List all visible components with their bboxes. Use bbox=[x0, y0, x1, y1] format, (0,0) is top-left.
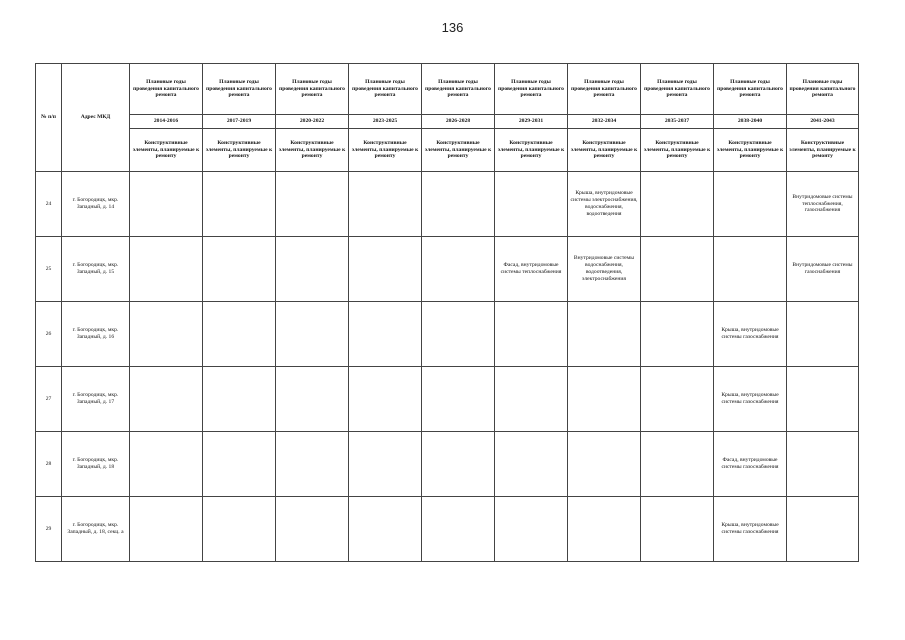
period-cell bbox=[203, 432, 276, 497]
period-cell bbox=[276, 237, 349, 302]
period-cell bbox=[422, 432, 495, 497]
period-cell bbox=[641, 302, 714, 367]
capital-repair-plan-table bbox=[35, 63, 859, 562]
row-number: 29 bbox=[36, 497, 62, 562]
row-address: г. Богородицк, мкр. Западный, д. 14 bbox=[62, 172, 130, 237]
period-cell: Крыша, внутридомовые системы газоснабжения bbox=[714, 367, 787, 432]
period-cell bbox=[203, 497, 276, 562]
header-period: 2026-2028 bbox=[422, 115, 495, 129]
header-period: 2032-2034 bbox=[568, 115, 641, 129]
header-period: 2041-2043 bbox=[787, 115, 859, 129]
header-elements-label: Конструктивные элементы, планируемые к ремонту bbox=[495, 129, 568, 172]
period-cell bbox=[714, 172, 787, 237]
period-cell bbox=[568, 367, 641, 432]
row-address: г. Богородицк, мкр. Западный, д. 18, секц. а bbox=[62, 497, 130, 562]
period-cell bbox=[276, 172, 349, 237]
row-number: 26 bbox=[36, 302, 62, 367]
period-cell bbox=[641, 432, 714, 497]
page-number: 136 bbox=[441, 20, 464, 35]
header-period: 2038-2040 bbox=[714, 115, 787, 129]
period-cell bbox=[203, 237, 276, 302]
row-address: г. Богородицк, мкр. Западный, д. 18 bbox=[62, 432, 130, 497]
period-cell: Внутридомовые системы газоснабжения bbox=[787, 237, 859, 302]
table-row bbox=[36, 367, 859, 432]
header-row-elements bbox=[36, 129, 859, 172]
period-cell bbox=[787, 302, 859, 367]
table-row bbox=[36, 497, 859, 562]
period-cell bbox=[130, 237, 203, 302]
period-cell bbox=[349, 237, 422, 302]
period-cell bbox=[130, 172, 203, 237]
period-cell: Фасад, внутридомовые системы газоснабжения bbox=[714, 432, 787, 497]
period-cell bbox=[495, 432, 568, 497]
header-planned-title: Плановые годы проведения капитального ремонта bbox=[203, 64, 276, 115]
header-elements-label: Конструктивные элементы, планируемые к ремонту bbox=[714, 129, 787, 172]
header-planned-title: Плановые годы проведения капитального ремонта bbox=[276, 64, 349, 115]
period-cell bbox=[130, 302, 203, 367]
header-num: № п/п bbox=[36, 64, 62, 172]
row-address: г. Богородицк, мкр. Западный, д. 15 bbox=[62, 237, 130, 302]
period-cell bbox=[349, 172, 422, 237]
period-cell: Крыша, внутридомовые системы газоснабжения bbox=[714, 497, 787, 562]
period-cell bbox=[495, 302, 568, 367]
header-period: 2029-2031 bbox=[495, 115, 568, 129]
period-cell bbox=[203, 172, 276, 237]
header-planned-title: Плановые годы проведения капитального ремонта bbox=[787, 64, 859, 115]
header-elements-label: Конструктивные элементы, планируемые к ремонту bbox=[568, 129, 641, 172]
period-cell bbox=[130, 497, 203, 562]
header-elements-label: Конструктивные элементы, планируемые к ремонту bbox=[276, 129, 349, 172]
period-cell bbox=[422, 497, 495, 562]
period-cell bbox=[568, 432, 641, 497]
period-cell bbox=[422, 302, 495, 367]
period-cell bbox=[641, 172, 714, 237]
period-cell bbox=[787, 367, 859, 432]
period-cell bbox=[568, 497, 641, 562]
header-address: Адрес МКД bbox=[62, 64, 130, 172]
period-cell bbox=[641, 497, 714, 562]
period-cell: Внутридомовые системы водоснабжения, водоотведения, электроснабжения bbox=[568, 237, 641, 302]
header-planned-title: Плановые годы проведения капитального ремонта bbox=[714, 64, 787, 115]
header-elements-label: Конструктивные элементы, планируемые к ремонту bbox=[203, 129, 276, 172]
header-period: 2023-2025 bbox=[349, 115, 422, 129]
period-cell bbox=[276, 302, 349, 367]
period-cell bbox=[495, 497, 568, 562]
row-address: г. Богородицк, мкр. Западный, д. 16 bbox=[62, 302, 130, 367]
period-cell bbox=[641, 237, 714, 302]
header-period: 2035-2037 bbox=[641, 115, 714, 129]
header-elements-label: Конструктивные элементы, планируемые к ремонту bbox=[422, 129, 495, 172]
header-elements-label: Конструктивные элементы, планируемые к ремонту bbox=[641, 129, 714, 172]
period-cell bbox=[276, 432, 349, 497]
header-period: 2014-2016 bbox=[130, 115, 203, 129]
header-planned-title: Плановые годы проведения капитального ремонта bbox=[641, 64, 714, 115]
period-cell bbox=[495, 172, 568, 237]
table-row bbox=[36, 237, 859, 302]
period-cell bbox=[130, 367, 203, 432]
row-address: г. Богородицк, мкр. Западный, д. 17 bbox=[62, 367, 130, 432]
period-cell bbox=[787, 432, 859, 497]
row-number: 25 bbox=[36, 237, 62, 302]
period-cell bbox=[203, 367, 276, 432]
header-elements-label: Конструктивные элементы, планируемые к ремонту bbox=[787, 129, 859, 172]
header-planned-title: Плановые годы проведения капитального ремонта bbox=[422, 64, 495, 115]
row-number: 24 bbox=[36, 172, 62, 237]
header-planned-title: Плановые годы проведения капитального ремонта bbox=[495, 64, 568, 115]
period-cell bbox=[349, 432, 422, 497]
header-planned-title: Плановые годы проведения капитального ремонта bbox=[349, 64, 422, 115]
table-row bbox=[36, 302, 859, 367]
row-number: 27 bbox=[36, 367, 62, 432]
table-row bbox=[36, 432, 859, 497]
period-cell bbox=[203, 302, 276, 367]
period-cell bbox=[787, 497, 859, 562]
header-planned-title: Плановые годы проведения капитального ремонта bbox=[130, 64, 203, 115]
header-elements-label: Конструктивные элементы, планируемые к ремонту bbox=[130, 129, 203, 172]
header-period: 2017-2019 bbox=[203, 115, 276, 129]
header-row-periods bbox=[36, 115, 859, 129]
period-cell bbox=[349, 302, 422, 367]
period-cell bbox=[568, 302, 641, 367]
period-cell bbox=[714, 237, 787, 302]
period-cell bbox=[422, 172, 495, 237]
header-elements-label: Конструктивные элементы, планируемые к ремонту bbox=[349, 129, 422, 172]
header-row-titles bbox=[36, 64, 859, 115]
period-cell bbox=[422, 367, 495, 432]
period-cell bbox=[276, 497, 349, 562]
header-period: 2020-2022 bbox=[276, 115, 349, 129]
period-cell: Крыша, внутридомовые системы газоснабжения bbox=[714, 302, 787, 367]
period-cell bbox=[276, 367, 349, 432]
header-planned-title: Плановые годы проведения капитального ремонта bbox=[568, 64, 641, 115]
period-cell bbox=[495, 367, 568, 432]
table-row bbox=[36, 172, 859, 237]
period-cell bbox=[641, 367, 714, 432]
period-cell: Внутридомовые системы теплоснабжения, газоснабжения bbox=[787, 172, 859, 237]
period-cell bbox=[349, 367, 422, 432]
period-cell bbox=[422, 237, 495, 302]
period-cell: Фасад, внутридомовые системы теплоснабжения bbox=[495, 237, 568, 302]
row-number: 28 bbox=[36, 432, 62, 497]
period-cell bbox=[349, 497, 422, 562]
period-cell: Крыша, внутридомовые системы электроснабжения, водоснабжения, водоотведения bbox=[568, 172, 641, 237]
period-cell bbox=[130, 432, 203, 497]
